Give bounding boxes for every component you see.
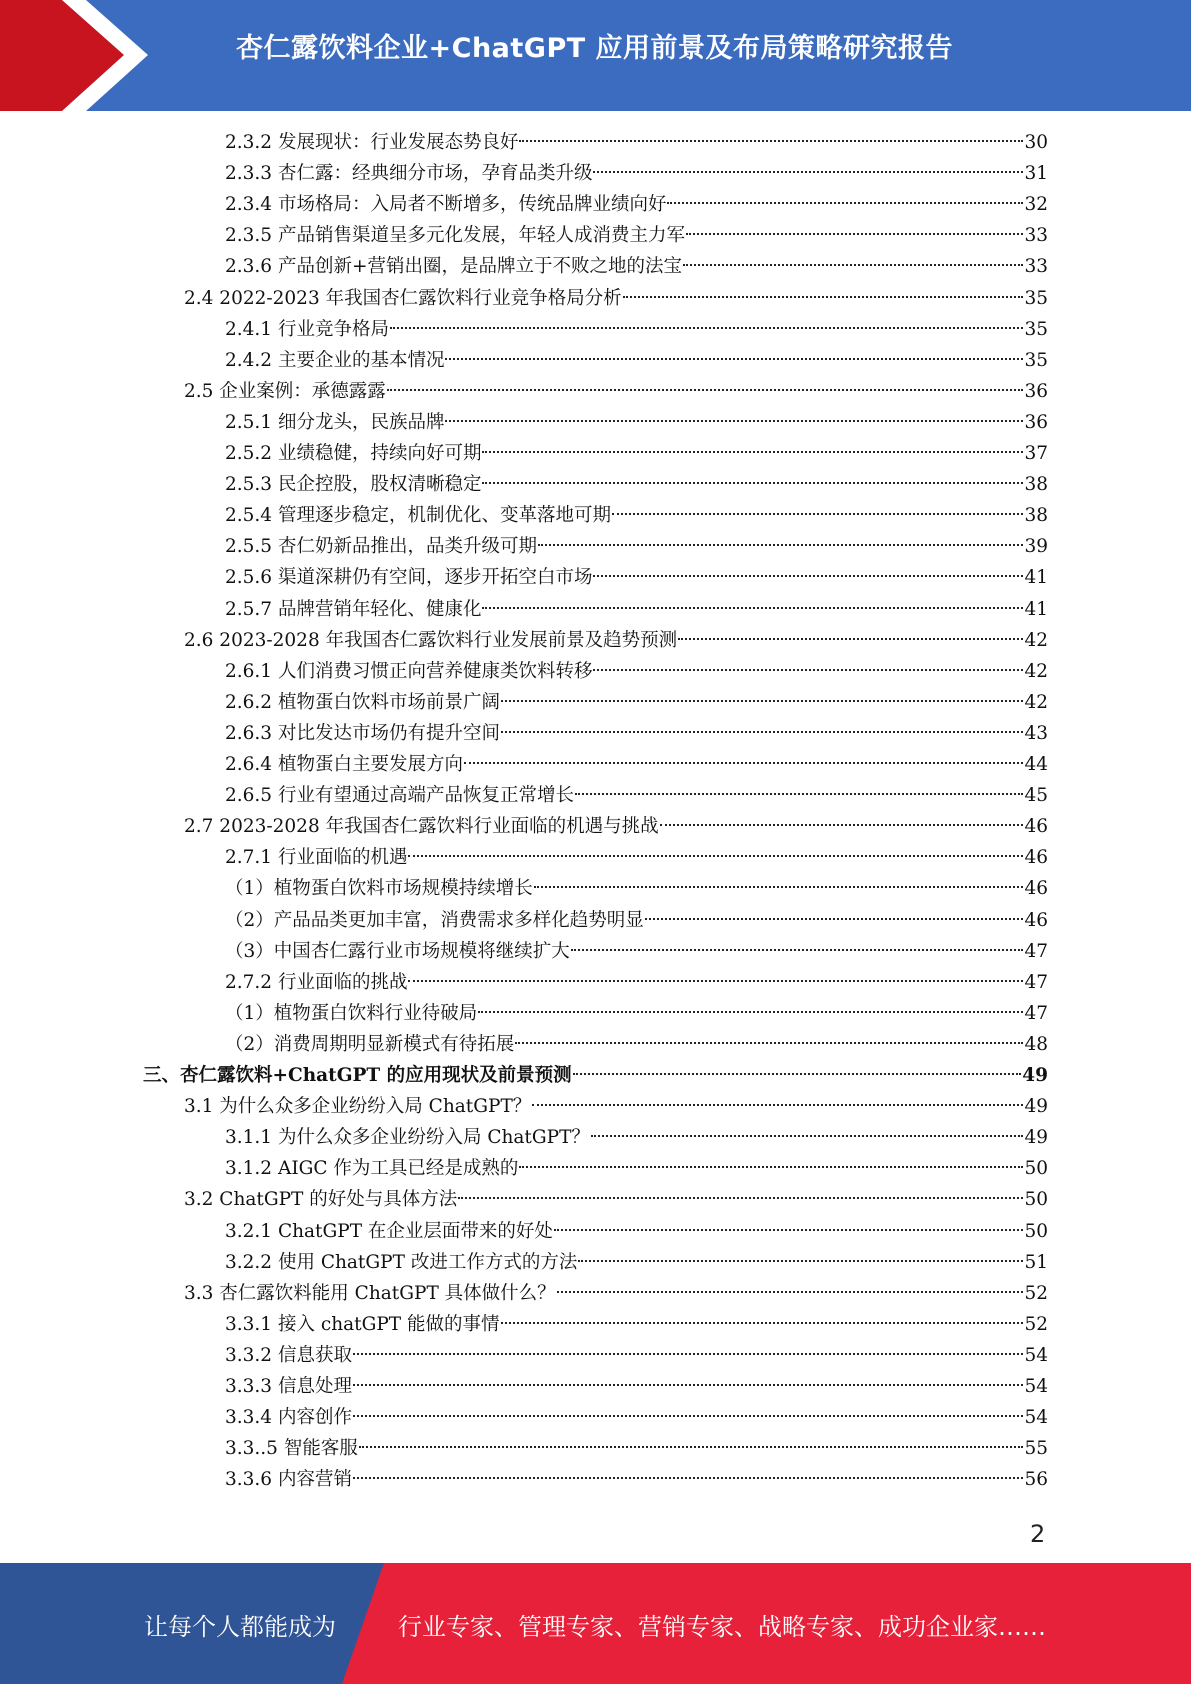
toc-entry-page: 46 [1024, 878, 1048, 899]
toc-entry-title: 2.6 2023-2028 年我国杏仁露饮料行业发展前景及趋势预测 [184, 630, 678, 651]
toc-entry[interactable] [184, 625, 1048, 656]
toc-entry-title: 3.3 杏仁露饮料能用 ChatGPT 具体做什么？ [184, 1283, 556, 1304]
toc-entry[interactable] [225, 562, 1048, 593]
toc-entry-title: 3.3.3 信息处理 [225, 1376, 352, 1397]
toc-dot-leader [591, 1135, 1024, 1137]
toc-entry[interactable] [225, 189, 1048, 220]
toc-entry-title: 2.5.6 渠道深耕仍有空间，逐步开拓空白市场 [225, 567, 593, 588]
toc-dot-leader [464, 762, 1023, 764]
toc-entry-page: 47 [1024, 941, 1048, 962]
toc-entry-page: 43 [1024, 723, 1048, 744]
toc-entry[interactable] [184, 811, 1048, 842]
toc-entry[interactable] [225, 1122, 1048, 1153]
toc-entry-title: 2.3.2 发展现状：行业发展态势良好 [225, 132, 519, 153]
toc-dot-leader [445, 420, 1023, 422]
toc-dot-leader [532, 1104, 1023, 1106]
toc-dot-leader [353, 1415, 1024, 1417]
toc-entry-page: 38 [1024, 505, 1048, 526]
toc-entry-page: 50 [1024, 1189, 1048, 1210]
toc-entry-title: 2.5 企业案例：承德露露 [184, 381, 386, 402]
toc-entry-page: 38 [1024, 474, 1048, 495]
toc-entry-page: 37 [1024, 443, 1048, 464]
toc-entry-page: 41 [1024, 599, 1048, 620]
toc-entry-title: 2.3.6 产品创新+营销出圈，是品牌立于不败之地的法宝 [225, 256, 682, 277]
toc-entry-title: 3.2 ChatGPT 的好处与具体方法 [184, 1189, 458, 1210]
toc-entry-page: 55 [1024, 1438, 1048, 1459]
toc-entry[interactable] [225, 1402, 1048, 1433]
toc-dot-leader [408, 980, 1023, 982]
toc-entry[interactable] [184, 1184, 1048, 1215]
toc-dot-leader [353, 1477, 1024, 1479]
toc-entry-title: 2.6.3 对比发达市场仍有提升空间 [225, 723, 500, 744]
toc-dot-leader [519, 140, 1023, 142]
toc-entry-title: （1）植物蛋白饮料市场规模持续增长 [225, 878, 533, 899]
page-footer [0, 1563, 1191, 1684]
toc-entry-page: 42 [1024, 630, 1048, 651]
toc-dot-leader [387, 389, 1024, 391]
toc-entry-page: 42 [1024, 661, 1048, 682]
toc-entry[interactable] [225, 936, 1048, 967]
arrow-decoration-icon [0, 0, 160, 111]
toc-entry[interactable] [225, 718, 1048, 749]
toc-entry-title: 2.7.2 行业面临的挑战 [225, 972, 408, 993]
toc-dot-leader [667, 202, 1023, 204]
toc-dot-leader [612, 513, 1023, 515]
toc-entry-title: 2.4.2 主要企业的基本情况 [225, 350, 445, 371]
toc-dot-leader [359, 1446, 1024, 1448]
toc-entry-page: 54 [1024, 1376, 1048, 1397]
footer-slogan-right: 行业专家、管理专家、营销专家、战略专家、成功企业家…… [398, 1613, 1046, 1641]
toc-entry-page: 50 [1024, 1158, 1048, 1179]
toc-entry-page: 36 [1024, 412, 1048, 433]
toc-entry[interactable] [225, 780, 1048, 811]
toc-entry[interactable] [225, 251, 1048, 282]
toc-entry-page: 33 [1024, 256, 1048, 277]
toc-entry-page: 49 [1024, 1096, 1048, 1117]
toc-entry-page: 32 [1024, 194, 1048, 215]
toc-entry-title: 2.4 2022-2023 年我国杏仁露饮料行业竞争格局分析 [184, 288, 622, 309]
toc-entry-page: 45 [1024, 785, 1048, 806]
toc-entry-page: 39 [1024, 536, 1048, 557]
toc-dot-leader [578, 1260, 1023, 1262]
toc-entry-title: 2.3.5 产品销售渠道呈多元化发展，年轻人成消费主力军 [225, 225, 685, 246]
toc-dot-leader [519, 1166, 1023, 1168]
toc-entry-title: 2.6.2 植物蛋白饮料市场前景广阔 [225, 692, 500, 713]
toc-dot-leader [660, 824, 1024, 826]
toc-entry-title: 3.1.1 为什么众多企业纷纷入局 ChatGPT？ [225, 1127, 590, 1148]
toc-dot-leader [686, 233, 1023, 235]
toc-entry-title: 2.6.5 行业有望通过高端产品恢复正常增长 [225, 785, 574, 806]
toc-dot-leader [458, 1197, 1023, 1199]
toc-entry-page: 33 [1024, 225, 1048, 246]
toc-entry[interactable] [225, 749, 1048, 780]
toc-entry-page: 30 [1024, 132, 1048, 153]
toc-entry-title: 2.5.1 细分龙头，民族品牌 [225, 412, 445, 433]
toc-dot-leader [408, 855, 1023, 857]
toc-entry[interactable] [225, 1216, 1048, 1247]
toc-entry-page: 47 [1024, 972, 1048, 993]
toc-dot-leader [593, 171, 1023, 173]
toc-entry-title: 2.3.3 杏仁露：经典细分市场，孕育品类升级 [225, 163, 593, 184]
toc-entry[interactable] [225, 345, 1048, 376]
toc-dot-leader [445, 358, 1023, 360]
toc-dot-leader [678, 638, 1023, 640]
toc-entry[interactable] [225, 1371, 1048, 1402]
toc-entry-page: 49 [1024, 1127, 1048, 1148]
toc-entry-page: 36 [1024, 381, 1048, 402]
toc-entry-title: 2.6.1 人们消费习惯正向营养健康类饮料转移 [225, 661, 593, 682]
toc-entry[interactable] [225, 842, 1048, 873]
toc-dot-leader [501, 1322, 1024, 1324]
toc-entry-title: 2.5.3 民企控股，股权清晰稳定 [225, 474, 482, 495]
toc-entry-page: 46 [1024, 816, 1048, 837]
toc-dot-leader [593, 575, 1023, 577]
toc-entry-title: 2.5.7 品牌营销年轻化、健康化 [225, 599, 482, 620]
toc-dot-leader [534, 886, 1024, 888]
page-number: 2 [1030, 1520, 1046, 1548]
toc-entry[interactable] [143, 1060, 1048, 1091]
toc-entry-page: 54 [1024, 1345, 1048, 1366]
toc-entry-title: 3.3.2 信息获取 [225, 1345, 352, 1366]
toc-entry-page: 49 [1022, 1065, 1048, 1086]
report-title: 杏仁露饮料企业+ChatGPT 应用前景及布局策略研究报告 [236, 33, 954, 64]
toc-entry-title: （2）产品品类更加丰富，消费需求多样化趋势明显 [225, 910, 644, 931]
toc-entry[interactable] [225, 314, 1048, 345]
toc-entry-title: 2.3.4 市场格局：入局者不断增多，传统品牌业绩向好 [225, 194, 667, 215]
toc-entry-page: 35 [1024, 288, 1048, 309]
toc-dot-leader [573, 1073, 1022, 1075]
toc-entry-page: 42 [1024, 692, 1048, 713]
toc-entry[interactable] [184, 1091, 1048, 1122]
toc-entry[interactable] [225, 1309, 1048, 1340]
toc-entry-title: 3.1.2 AIGC 作为工具已经是成熟的 [225, 1158, 519, 1179]
toc-entry[interactable] [225, 158, 1048, 189]
toc-entry[interactable] [225, 687, 1048, 718]
toc-entry-title: 2.6.4 植物蛋白主要发展方向 [225, 754, 463, 775]
toc-dot-leader [593, 669, 1023, 671]
toc-entry-page: 56 [1024, 1469, 1048, 1490]
toc-dot-leader [623, 296, 1024, 298]
toc-dot-leader [515, 1042, 1023, 1044]
toc-entry-title: 三、杏仁露饮料+ChatGPT 的应用现状及前景预测 [143, 1065, 572, 1086]
toc-entry-page: 48 [1024, 1034, 1048, 1055]
toc-dot-leader [482, 482, 1023, 484]
toc-dot-leader [557, 1291, 1024, 1293]
toc-entry-title: 2.7 2023-2028 年我国杏仁露饮料行业面临的机遇与挑战 [184, 816, 659, 837]
toc-entry-title: 2.5.4 管理逐步稳定，机制优化、变革落地可期 [225, 505, 611, 526]
toc-entry-page: 52 [1024, 1314, 1048, 1335]
toc-entry-title: （1）植物蛋白饮料行业待破局 [225, 1003, 478, 1024]
toc-entry-title: 2.5.5 杏仁奶新品推出，品类升级可期 [225, 536, 537, 557]
toc-entry-page: 35 [1024, 319, 1048, 340]
toc-dot-leader [353, 1353, 1024, 1355]
toc-entry-page: 44 [1024, 754, 1048, 775]
toc-entry-title: 3.2.1 ChatGPT 在企业层面带来的好处 [225, 1221, 553, 1242]
toc-entry-page: 35 [1024, 350, 1048, 371]
footer-slogan-left: 让每个人都能成为 [144, 1613, 336, 1641]
toc-entry-title: 3.3..5 智能客服 [225, 1438, 358, 1459]
toc-entry[interactable] [225, 1340, 1048, 1371]
toc-entry[interactable] [225, 500, 1048, 531]
toc-entry-title: 3.3.1 接入 chatGPT 能做的事情 [225, 1314, 500, 1335]
toc-entry-title: 3.2.2 使用 ChatGPT 改进工作方式的方法 [225, 1252, 578, 1273]
toc-dot-leader [645, 918, 1024, 920]
toc-entry[interactable] [225, 1153, 1048, 1184]
toc-entry[interactable] [225, 220, 1048, 251]
toc-dot-leader [478, 1011, 1023, 1013]
toc-entry-page: 41 [1024, 567, 1048, 588]
toc-entry[interactable] [225, 905, 1048, 936]
toc-dot-leader [390, 327, 1023, 329]
toc-entry[interactable] [184, 283, 1048, 314]
toc-entry[interactable] [225, 469, 1048, 500]
toc-entry[interactable] [184, 376, 1048, 407]
toc-dot-leader [501, 731, 1023, 733]
toc-entry[interactable] [225, 1029, 1048, 1060]
toc-entry-title: （3）中国杏仁露行业市场规模将继续扩大 [225, 941, 570, 962]
page-header [0, 0, 1191, 111]
toc-entry[interactable] [225, 407, 1048, 438]
toc-entry-page: 52 [1024, 1283, 1048, 1304]
toc-dot-leader [482, 451, 1023, 453]
toc-entry-page: 51 [1024, 1252, 1048, 1273]
toc-dot-leader [575, 793, 1023, 795]
toc-dot-leader [571, 949, 1024, 951]
toc-dot-leader [683, 264, 1023, 266]
toc-entry-page: 54 [1024, 1407, 1048, 1428]
toc-entry[interactable] [225, 998, 1048, 1029]
toc-entry-page: 47 [1024, 1003, 1048, 1024]
toc-entry-page: 46 [1024, 910, 1048, 931]
toc-entry-title: 2.5.2 业绩稳健，持续向好可期 [225, 443, 482, 464]
toc-entry[interactable] [225, 127, 1048, 158]
toc-entry[interactable] [184, 1278, 1048, 1309]
toc-entry[interactable] [225, 1247, 1048, 1278]
toc-entry[interactable] [225, 1433, 1048, 1464]
toc-dot-leader [501, 700, 1023, 702]
toc-dot-leader [482, 607, 1023, 609]
toc-dot-leader [554, 1229, 1024, 1231]
toc-entry-title: （2）消费周期明显新模式有待拓展 [225, 1034, 515, 1055]
toc-dot-leader [353, 1384, 1024, 1386]
toc-entry[interactable] [225, 873, 1048, 904]
toc-entry[interactable] [225, 967, 1048, 998]
toc-entry-page: 46 [1024, 847, 1048, 868]
toc-entry-title: 2.7.1 行业面临的机遇 [225, 847, 408, 868]
toc-entry-page: 50 [1024, 1221, 1048, 1242]
toc-entry-title: 3.3.4 内容创作 [225, 1407, 352, 1428]
toc-entry-page: 31 [1024, 163, 1048, 184]
toc-dot-leader [538, 544, 1023, 546]
toc-entry-title: 2.4.1 行业竞争格局 [225, 319, 389, 340]
toc-entry[interactable] [225, 1464, 1048, 1495]
toc-entry-title: 3.3.6 内容营销 [225, 1469, 352, 1490]
toc-entry[interactable] [225, 656, 1048, 687]
toc-entry-title: 3.1 为什么众多企业纷纷入局 ChatGPT？ [184, 1096, 532, 1117]
toc-entry[interactable] [225, 531, 1048, 562]
toc-entry[interactable] [225, 594, 1048, 625]
toc-entry[interactable] [225, 438, 1048, 469]
